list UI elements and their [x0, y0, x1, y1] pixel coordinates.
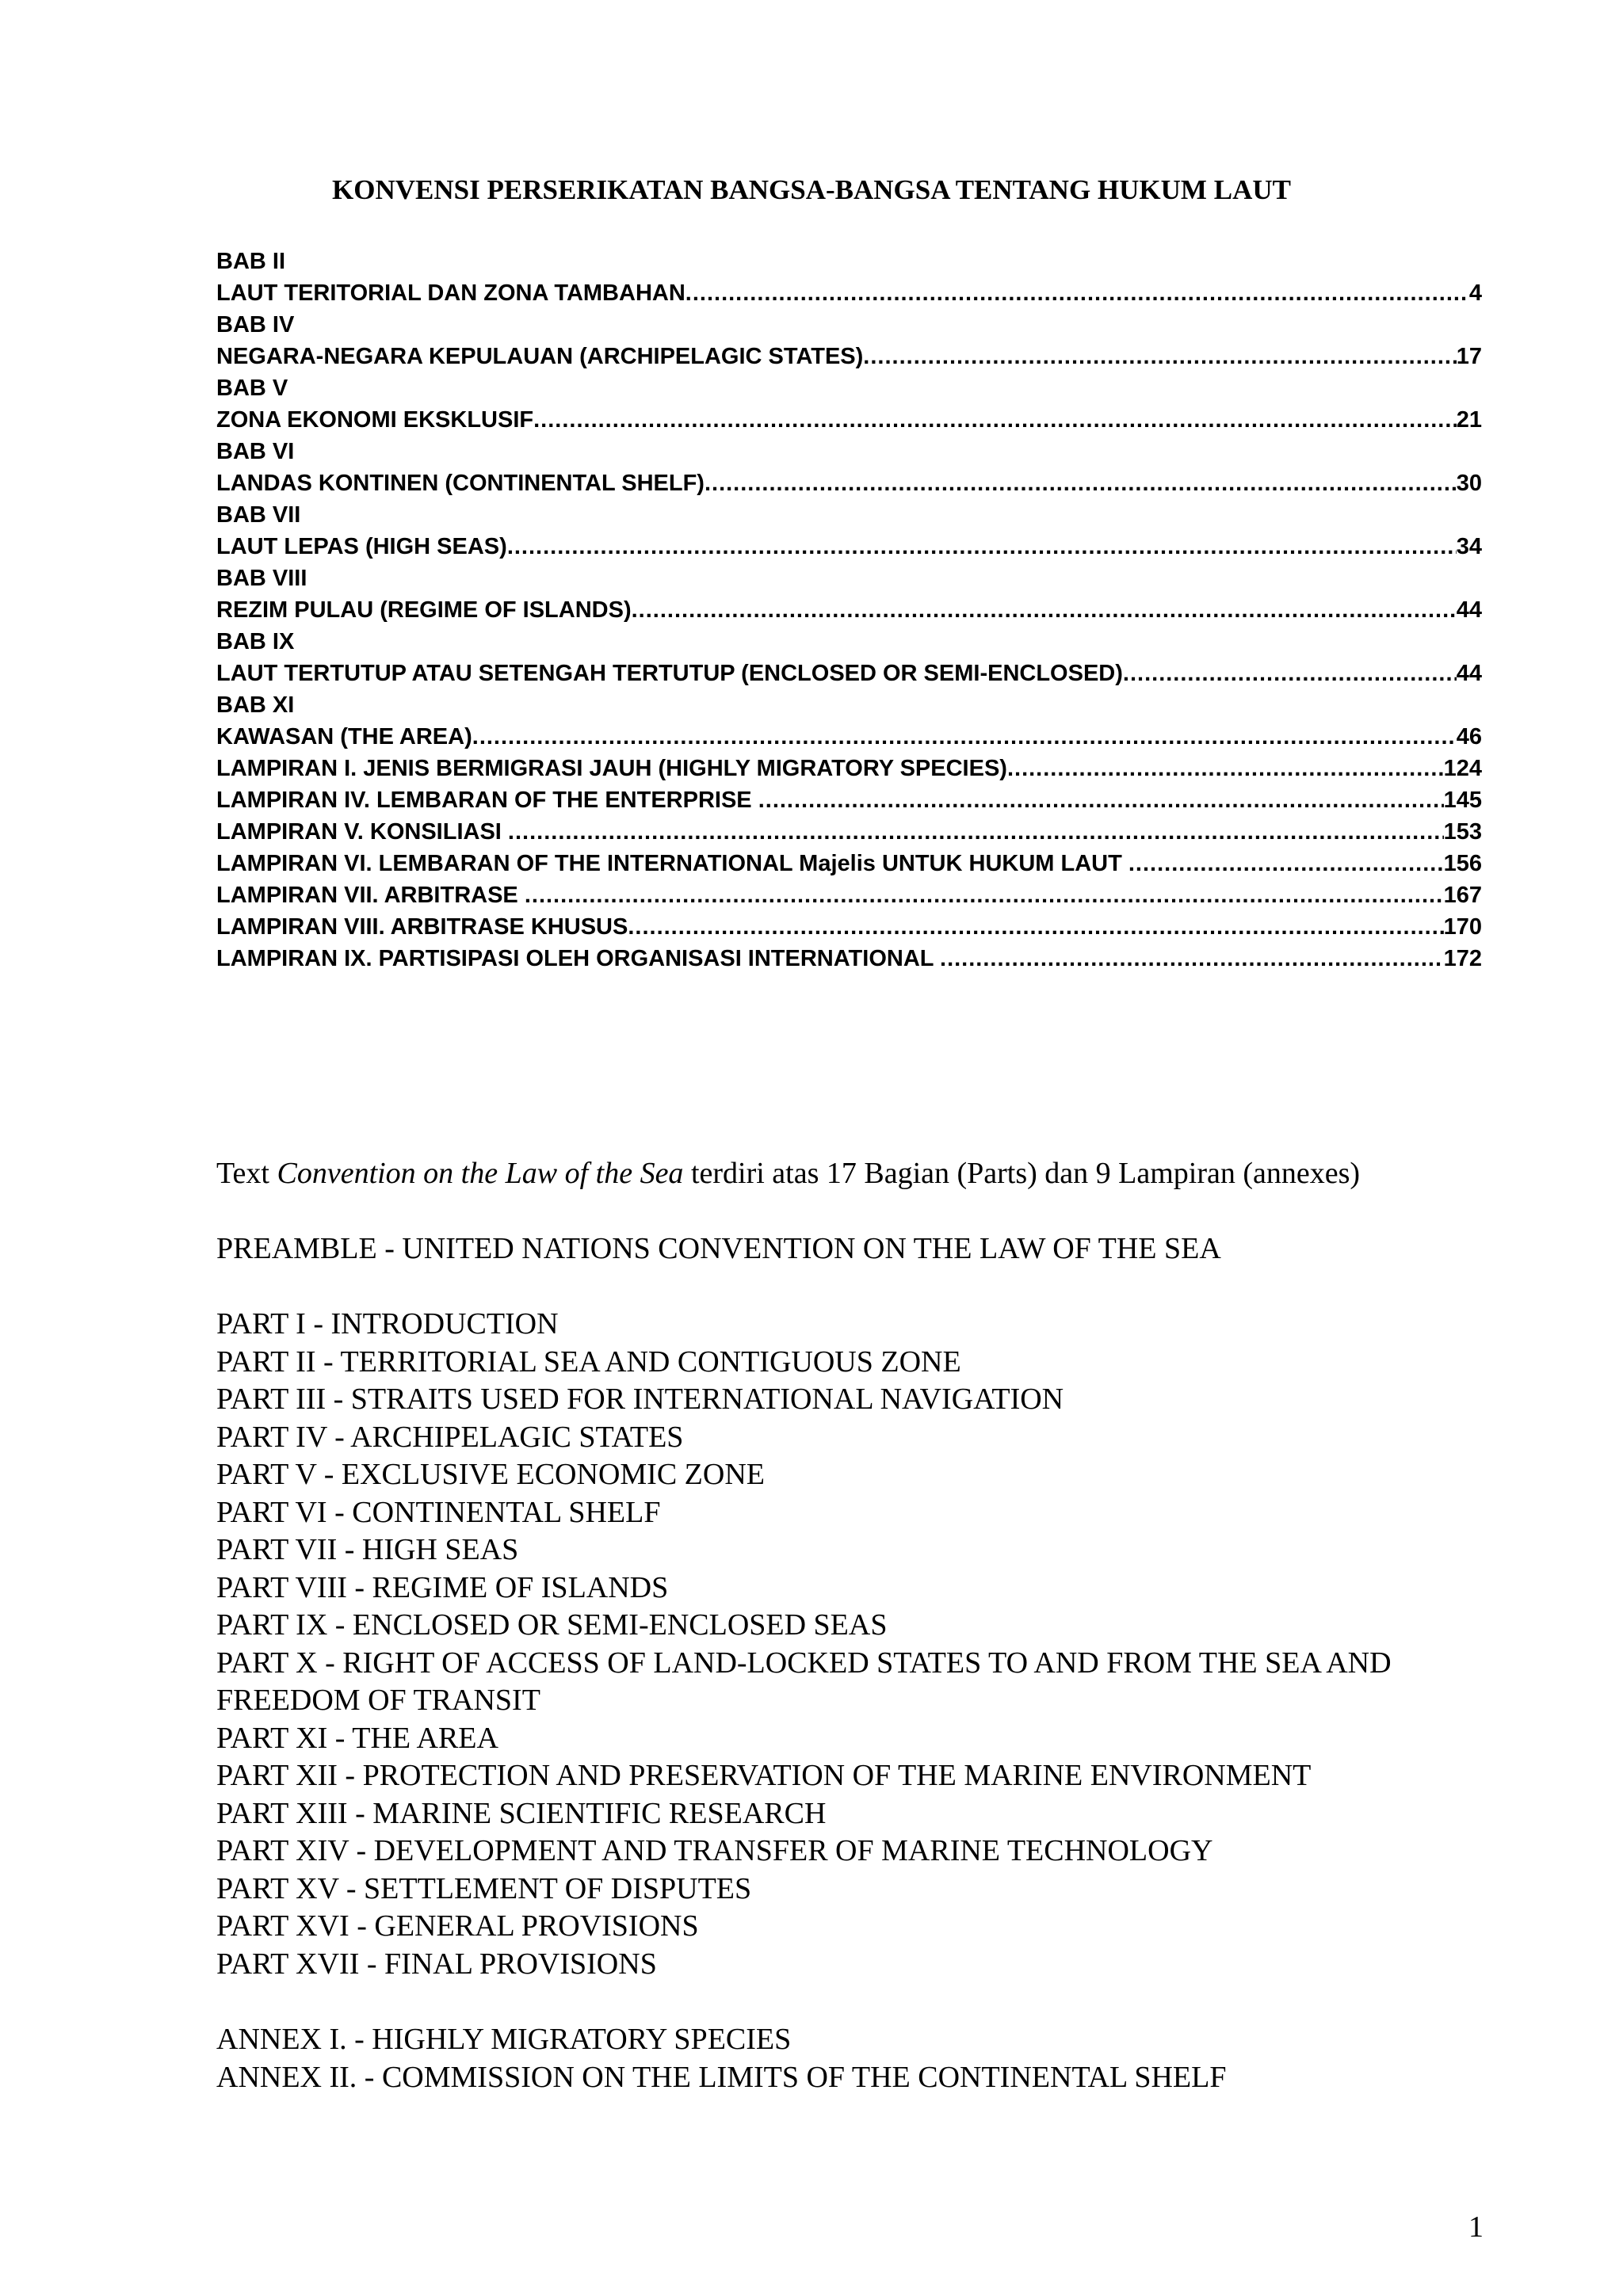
- toc-page-number: 34: [1456, 534, 1482, 559]
- toc-entry-title: LAMPIRAN I. JENIS BERMIGRASI JAUH (HIGHLY MIGRATORY SPECIES): [216, 756, 1007, 781]
- toc-entry-title: LAMPIRAN IX. PARTISIPASI OLEH ORGANISASI INTERNATIONAL: [216, 946, 941, 971]
- toc-entry: [216, 721, 1482, 753]
- intro-suffix: terdiri atas 17 Bagian (Parts) dan 9 Lampiran (annexes): [683, 1157, 1361, 1190]
- toc-page-number: 17: [1456, 344, 1482, 369]
- annex-item: ANNEX II. - COMMISSION ON THE LIMITS OF THE CONTINENTAL SHELF: [216, 2060, 1227, 2094]
- toc-page-number: 21: [1456, 407, 1482, 433]
- toc-leader-dots: [863, 341, 1456, 372]
- toc-entry: [216, 848, 1482, 879]
- toc-entry: [216, 658, 1482, 689]
- toc-leader-dots: [705, 467, 1457, 499]
- toc-entry: [216, 816, 1482, 848]
- toc-entry-title: NEGARA-NEGARA KEPULAUAN (ARCHIPELAGIC STATES): [216, 344, 864, 369]
- toc-chapter-heading: BAB II: [216, 249, 285, 274]
- toc-chapter-heading: BAB IX: [216, 629, 295, 654]
- toc-page-number: 170: [1443, 914, 1482, 940]
- toc-chapter-heading: BAB VII: [216, 502, 301, 528]
- part-item: PART XVI - GENERAL PROVISIONS: [216, 1909, 699, 1943]
- intro-prefix: Text: [216, 1157, 277, 1190]
- annexes-list: [216, 2021, 1516, 2096]
- toc-leader-dots: [507, 531, 1457, 563]
- toc-page-number: 124: [1443, 756, 1482, 781]
- intro-convention-title: Convention on the Law of the Sea: [277, 1157, 684, 1190]
- part-item: PART XIV - DEVELOPMENT AND TRANSFER OF MARINE TECHNOLOGY: [216, 1834, 1213, 1867]
- page-number: 1: [1468, 2210, 1484, 2244]
- toc-leader-dots: [508, 816, 1444, 848]
- toc-leader-dots: [1128, 848, 1444, 879]
- toc-page-number: 153: [1443, 819, 1482, 845]
- toc-entry: [216, 467, 1482, 499]
- toc-page-number: 4: [1468, 280, 1482, 306]
- toc-entry: [216, 594, 1482, 626]
- toc-leader-dots: [1123, 658, 1457, 689]
- toc-leader-dots: [525, 879, 1444, 911]
- toc-chapter-heading: BAB IV: [216, 312, 295, 338]
- part-item: PART III - STRAITS USED FOR INTERNATIONAL NAVIGATION: [216, 1383, 1064, 1416]
- part-item: PART I - INTRODUCTION: [216, 1307, 559, 1341]
- toc-leader-dots: [632, 594, 1457, 626]
- toc-entry-title: LAUT LEPAS (HIGH SEAS): [216, 534, 507, 559]
- toc-page-number: 156: [1443, 851, 1482, 876]
- parts-list: [216, 1306, 1516, 1983]
- toc-leader-dots: [758, 784, 1444, 816]
- part-item: PART XV - SETTLEMENT OF DISPUTES: [216, 1871, 752, 1905]
- toc-page-number: 167: [1443, 883, 1482, 908]
- part-item: PART XII - PROTECTION AND PRESERVATION OF THE MARINE ENVIRONMENT: [216, 1759, 1312, 1792]
- toc-entry-title: LAUT TERTUTUP ATAU SETENGAH TERTUTUP (ENCLOSED OR SEMI-ENCLOSED): [216, 661, 1123, 686]
- toc-entry: [216, 753, 1482, 784]
- toc-entry-title: REZIM PULAU (REGIME OF ISLANDS): [216, 597, 632, 623]
- toc-page-number: 30: [1456, 471, 1482, 496]
- toc-chapter-heading: BAB XI: [216, 692, 295, 718]
- toc-leader-dots: [1007, 753, 1444, 784]
- toc-leader-dots: [472, 721, 1457, 753]
- toc-entry-title: ZONA EKONOMI EKSKLUSIF: [216, 407, 534, 433]
- part-item: PART V - EXCLUSIVE ECONOMIC ZONE: [216, 1458, 765, 1491]
- toc-entry-title: LANDAS KONTINEN (CONTINENTAL SHELF): [216, 471, 705, 496]
- toc-entry-title: LAMPIRAN V. KONSILIASI: [216, 819, 508, 845]
- toc-entry: [216, 784, 1482, 816]
- document-title: KONVENSI PERSERIKATAN BANGSA-BANGSA TENTANG HUKUM LAUT: [332, 174, 1291, 205]
- toc-entry: [216, 531, 1482, 563]
- intro-paragraph: [216, 1155, 1516, 1193]
- toc-leader-dots: [533, 404, 1457, 436]
- toc-entry: [216, 404, 1482, 436]
- part-item: PART X - RIGHT OF ACCESS OF LAND-LOCKED STATES TO AND FROM THE SEA AND FREEDOM OF TRANSIT: [216, 1646, 1392, 1717]
- toc-page-number: 44: [1456, 661, 1482, 686]
- toc-entry-title: LAUT TERITORIAL DAN ZONA TAMBAHAN: [216, 280, 685, 306]
- part-item: PART XVII - FINAL PROVISIONS: [216, 1947, 657, 1981]
- toc-entry: [216, 943, 1482, 974]
- toc-entry: [216, 879, 1482, 911]
- part-item: PART IX - ENCLOSED OR SEMI-ENCLOSED SEAS: [216, 1608, 888, 1642]
- toc-entry-title: KAWASAN (THE AREA): [216, 724, 472, 749]
- toc-page-number: 145: [1443, 788, 1482, 813]
- toc-leader-dots: [940, 943, 1444, 974]
- toc-chapter-heading: BAB VIII: [216, 566, 307, 591]
- toc-entry-title: LAMPIRAN VIII. ARBITRASE KHUSUS: [216, 914, 628, 940]
- preamble-line: PREAMBLE - UNITED NATIONS CONVENTION ON THE LAW OF THE SEA: [216, 1232, 1221, 1265]
- table-of-contents: [216, 246, 1482, 974]
- toc-entry: [216, 911, 1482, 943]
- part-item: PART VI - CONTINENTAL SHELF: [216, 1495, 661, 1529]
- toc-page-number: 172: [1443, 946, 1482, 971]
- annex-item: ANNEX I. - HIGHLY MIGRATORY SPECIES: [216, 2023, 792, 2056]
- toc-chapter-heading: BAB VI: [216, 439, 295, 464]
- toc-leader-dots: [685, 277, 1469, 309]
- part-item: PART XI - THE AREA: [216, 1721, 498, 1755]
- toc-entry-title: LAMPIRAN VII. ARBITRASE: [216, 883, 525, 908]
- toc-chapter-heading: BAB V: [216, 376, 288, 401]
- part-item: PART IV - ARCHIPELAGIC STATES: [216, 1420, 684, 1454]
- part-item: PART VII - HIGH SEAS: [216, 1533, 519, 1566]
- toc-entry: [216, 277, 1482, 309]
- toc-leader-dots: [628, 911, 1443, 943]
- part-item: PART II - TERRITORIAL SEA AND CONTIGUOUS ZONE: [216, 1344, 961, 1379]
- toc-page-number: 44: [1456, 597, 1482, 623]
- toc-entry-title: LAMPIRAN VI. LEMBARAN OF THE INTERNATIONAL Majelis UNTUK HUKUM LAUT: [216, 851, 1128, 876]
- toc-page-number: 46: [1456, 724, 1482, 749]
- toc-entry: [216, 341, 1482, 372]
- toc-entry-title: LAMPIRAN IV. LEMBARAN OF THE ENTERPRISE: [216, 788, 758, 813]
- part-item: PART XIII - MARINE SCIENTIFIC RESEARCH: [216, 1796, 827, 1830]
- part-item: PART VIII - REGIME OF ISLANDS: [216, 1570, 669, 1604]
